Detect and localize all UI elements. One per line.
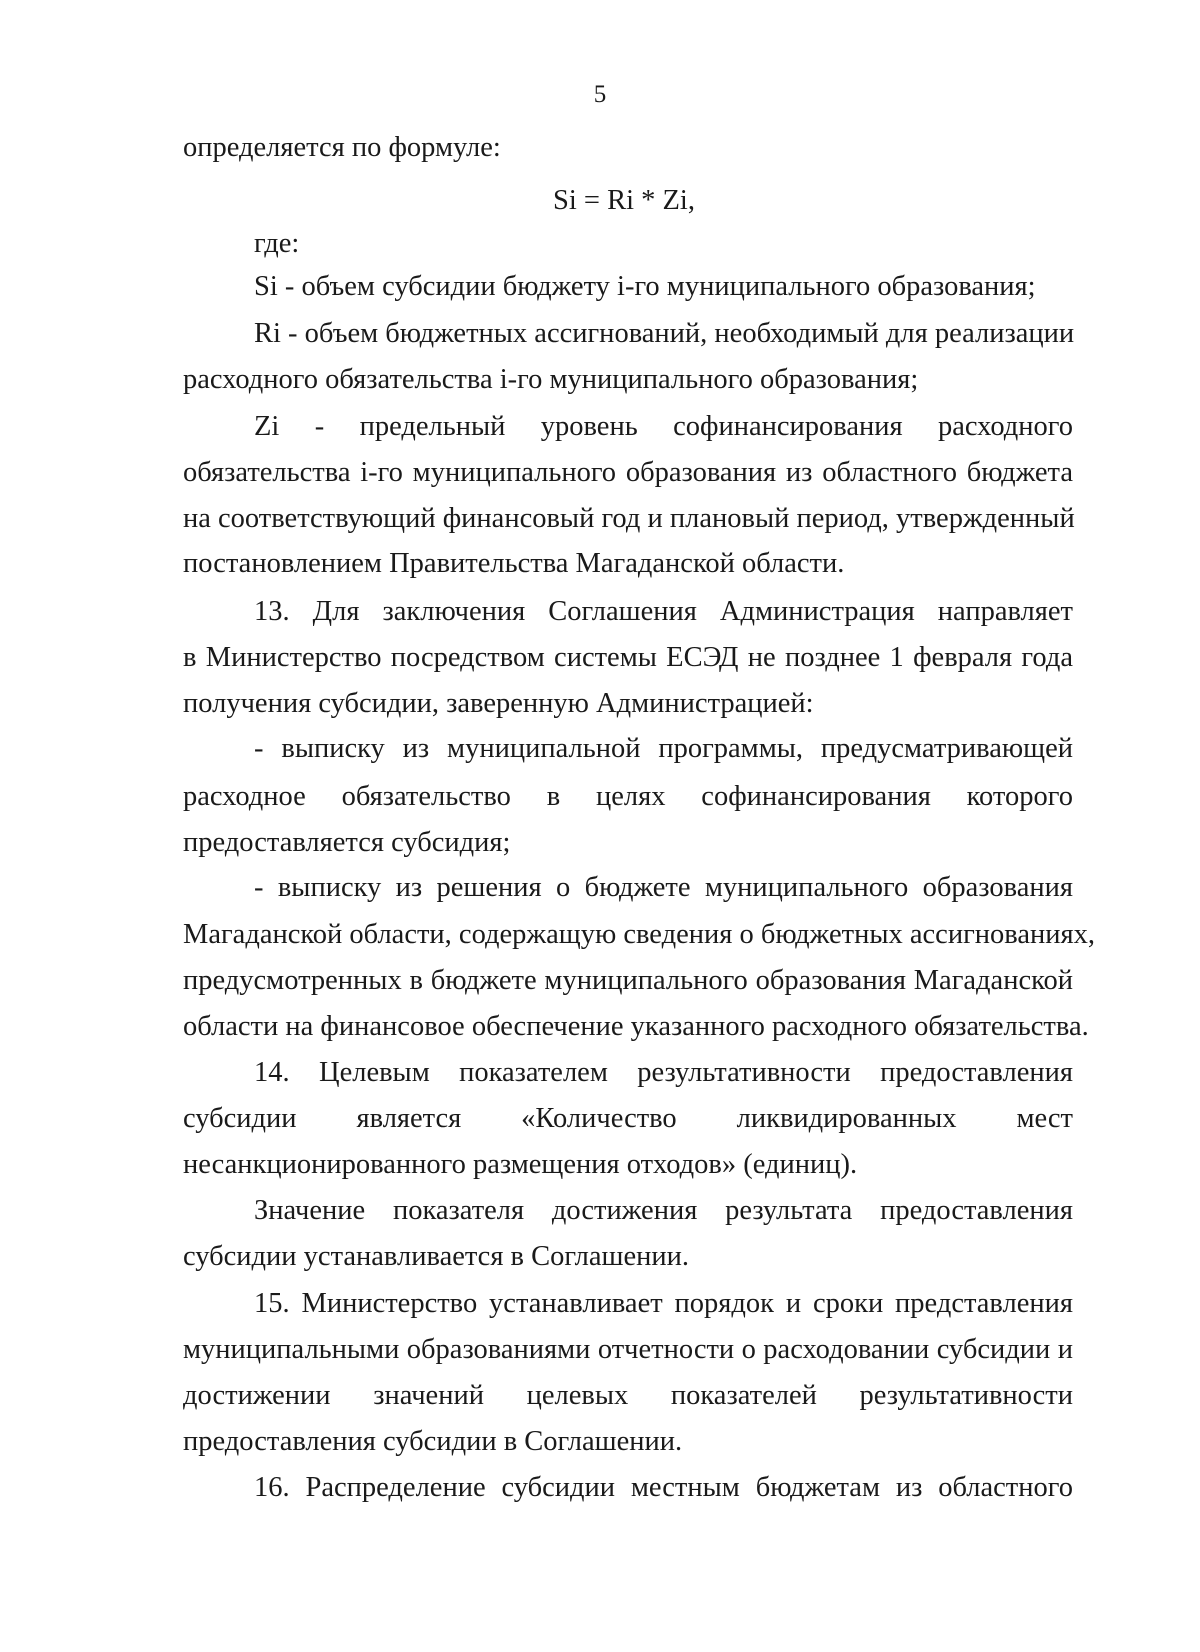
page-number: 5: [593, 81, 607, 108]
text-line: Si - объем субсидии бюджету i-го муниципального образования;: [254, 271, 1036, 302]
text-line: получения субсидии, заверенную Администрацией:: [183, 688, 814, 719]
text-line: 13. Для заключения Соглашения Администрация направляет: [254, 596, 1073, 627]
text-line: в Министерство посредством системы ЕСЭД не позднее 1 февраля года: [183, 642, 1073, 673]
text-line: Магаданской области, содержащую сведения о бюджетных ассигнованиях,: [183, 919, 1095, 950]
text-line: субсидии устанавливается в Соглашении.: [183, 1241, 689, 1272]
text-line: муниципальными образованиями отчетности о расходовании субсидии и: [183, 1334, 1073, 1365]
text-line: субсидии является «Количество ликвидированных мест: [183, 1103, 1073, 1134]
text-line: Значение показателя достижения результата предоставления: [254, 1195, 1073, 1226]
text-line: предусмотренных в бюджете муниципального образования Магаданской: [183, 965, 1073, 996]
text-line: постановлением Правительства Магаданской области.: [183, 548, 845, 579]
text-line: 16. Распределение субсидии местным бюджетам из областного: [254, 1472, 1073, 1503]
text-line: 14. Целевым показателем результативности предоставления: [254, 1057, 1073, 1088]
text-line: определяется по формуле:: [183, 132, 501, 163]
text-line: расходное обязательство в целях софинансирования которого: [183, 781, 1073, 812]
text-line: Zi - предельный уровень софинансирования расходного: [254, 411, 1073, 442]
text-line: обязательства i-го муниципального образования из областного бюджета: [183, 457, 1073, 488]
text-line: - выписку из муниципальной программы, предусматривающей: [254, 733, 1073, 764]
text-line: Ri - объем бюджетных ассигнований, необходимый для реализации: [254, 318, 1075, 349]
formula: Si = Ri * Zi,: [553, 185, 695, 216]
text-line: где:: [254, 228, 300, 259]
text-line: 15. Министерство устанавливает порядок и сроки представления: [254, 1288, 1073, 1319]
text-line: предоставляется субсидия;: [183, 827, 511, 858]
text-line: области на финансовое обеспечение указанного расходного обязательства.: [183, 1011, 1089, 1042]
text-line: на соответствующий финансовый год и плановый период, утвержденный: [183, 503, 1075, 534]
text-line: расходного обязательства i-го муниципального образования;: [183, 364, 919, 395]
text-line: - выписку из решения о бюджете муниципального образования: [254, 872, 1073, 903]
text-line: предоставления субсидии в Соглашении.: [183, 1426, 683, 1457]
text-line: несанкционированного размещения отходов» (единиц).: [183, 1149, 858, 1180]
text-line: достижении значений целевых показателей результативности: [183, 1380, 1073, 1411]
